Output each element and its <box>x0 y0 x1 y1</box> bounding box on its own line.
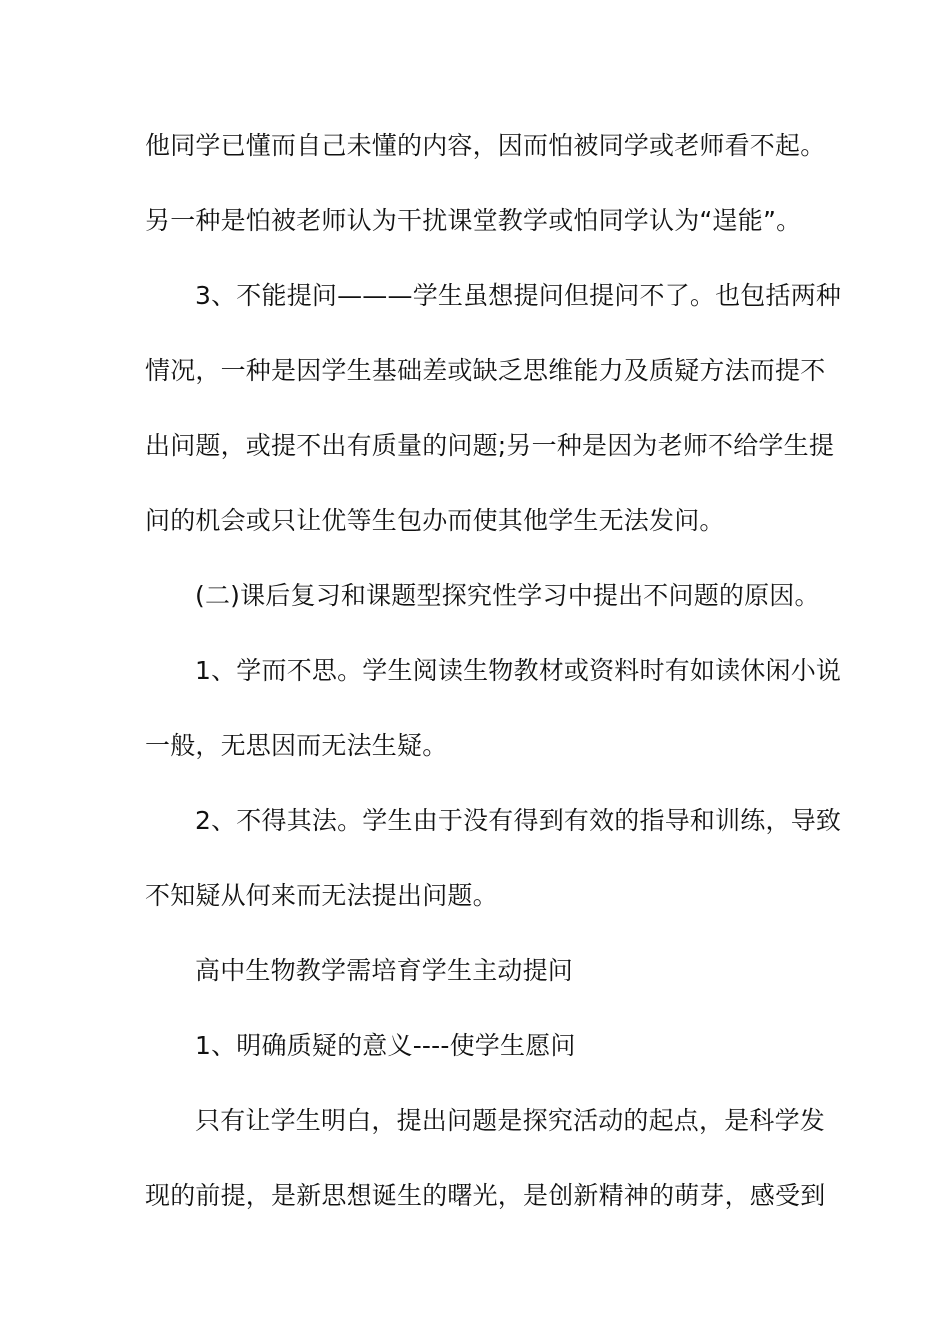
text-line-5: 出问题，或提不出有质量的问题;另一种是因为老师不给学生提 <box>145 431 835 460</box>
text-line-9: 一般，无思因而无法生疑。 <box>145 731 448 760</box>
text-line-2: 另一种是怕被老师认为干扰课堂教学或怕同学认为“逞能”。 <box>145 206 802 235</box>
text-line-4: 情况，一种是因学生基础差或缺乏思维能力及质疑方法而提不 <box>145 356 826 385</box>
subsection-heading: 1、明确质疑的意义----使学生愿问 <box>195 1031 576 1060</box>
text-line-6: 问的机会或只让优等生包办而使其他学生无法发问。 <box>145 506 725 535</box>
text-line-11: 不知疑从何来而无法提出问题。 <box>145 881 498 910</box>
section-heading: 高中生物教学需培育学生主动提问 <box>195 956 574 985</box>
text-line-1: 他同学已懂而自己未懂的内容，因而怕被同学或老师看不起。 <box>145 131 826 160</box>
text-line-8: 1、学而不思。学生阅读生物教材或资料时有如读休闲小说 <box>195 656 842 685</box>
text-line-10: 2、不得其法。学生由于没有得到有效的指导和训练，导致 <box>195 806 842 835</box>
text-line-3: 3、不能提问———学生虽想提问但提问不了。也包括两种 <box>195 281 842 310</box>
text-line-14: 只有让学生明白，提出问题是探究活动的起点，是科学发 <box>195 1106 826 1135</box>
text-line-15: 现的前提，是新思想诞生的曙光，是创新精神的萌芽，感受到 <box>145 1181 826 1210</box>
text-line-7: (二)课后复习和课题型探究性学习中提出不问题的原因。 <box>195 581 820 610</box>
